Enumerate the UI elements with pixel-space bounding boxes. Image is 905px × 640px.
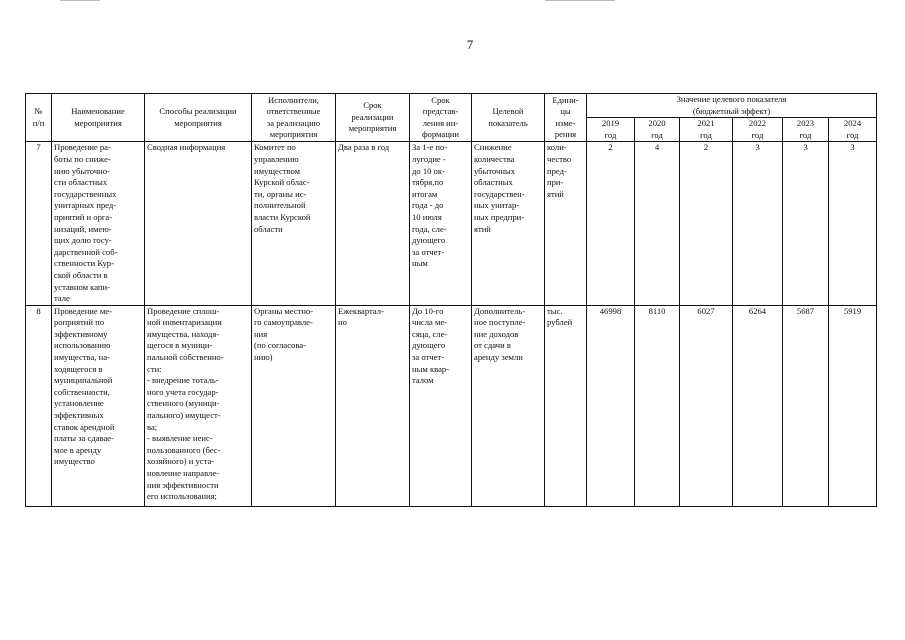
measure-report-deadline: До 10-го числа ме- сяца, сле- дующего за отчет- ным квар- талом <box>410 305 472 506</box>
value-2019: 2 <box>587 142 635 305</box>
value-2020: 8110 <box>635 305 680 506</box>
header-year-2023: 2023 год <box>783 118 829 142</box>
value-2021: 6027 <box>680 305 733 506</box>
table-row <box>26 142 877 305</box>
value-2019: 46998 <box>587 305 635 506</box>
measure-name: Проведение ра- боты по сниже- нию убыточно- сти областных государственных унитарных пред- приятий и орга- низаций, имею- щих долю госу- дарственной соб- ственности Кур- ской области в уставном капи- тале <box>52 142 145 305</box>
header-target-value: Значение целевого показателя (бюджетный эффект) <box>587 94 877 118</box>
measure-indicator: Дополнитель- ное поступле- ние доходов от сдачи в аренду земли <box>472 305 545 506</box>
measure-name: Проведение ме- роприятий по эффективному использованию имущества, на- ходящегося в муниципальной собственности, установление эффективных ставок арендной платы за сдавае- мое в аренду имущество <box>52 305 145 506</box>
measure-methods: Сводная информация <box>145 142 252 305</box>
measure-unit: коли- чество пред- при- ятий <box>545 142 587 305</box>
value-2022: 6264 <box>733 305 783 506</box>
row-number: 8 <box>26 305 52 506</box>
value-2024: 5919 <box>829 305 877 506</box>
measure-executors: Комитет по управлению имуществом Курской облас- ти, органы ис- полнительной власти Курской области <box>252 142 336 305</box>
scan-artifacts <box>0 0 905 6</box>
value-2023: 3 <box>783 142 829 305</box>
header-year-2020: 2020 год <box>635 118 680 142</box>
header-year-2022: 2022 год <box>733 118 783 142</box>
header-methods: Способы реализации мероприятия <box>145 94 252 142</box>
value-2023: 5687 <box>783 305 829 506</box>
measure-deadline: Два раза в год <box>336 142 410 305</box>
header-indicator: Целевой показатель <box>472 94 545 142</box>
value-2024: 3 <box>829 142 877 305</box>
header-row <box>26 94 877 118</box>
measures-table <box>25 93 877 507</box>
header-name: Наименование мероприятия <box>52 94 145 142</box>
value-2021: 2 <box>680 142 733 305</box>
header-year-2024: 2024 год <box>829 118 877 142</box>
table-row <box>26 305 877 506</box>
measure-unit: тыс. рублей <box>545 305 587 506</box>
row-number: 7 <box>26 142 52 305</box>
header-report-deadline: Срок представ- ления ин- формации <box>410 94 472 142</box>
measure-methods: Проведение сплош- ной инвентаризации имущества, находя- щегося в муници- пальной собственно- сти: - внедрение тоталь- ного учета государ- ственного (муници- пального) имущест- ва; - выявление неис- пользованного (бес- хозяйного) и уста- новление направле- ния эффективности его использования; <box>145 305 252 506</box>
header-year-2019: 2019 год <box>587 118 635 142</box>
measure-executors: Органы местно- го самоуправле- ния (по согласова- нию) <box>252 305 336 506</box>
header-num: № п/п <box>26 94 52 142</box>
measure-indicator: Снижение количества убыточных областных государствен- ных унитар- ных предпри- ятий <box>472 142 545 305</box>
header-deadline: Срок реализации мероприятия <box>336 94 410 142</box>
page-number: 7 <box>466 37 474 52</box>
value-2020: 4 <box>635 142 680 305</box>
header-year-2021: 2021 год <box>680 118 733 142</box>
value-2022: 3 <box>733 142 783 305</box>
measure-report-deadline: За 1-е по- лугодие - до 10 ок- тября,по итогам года - до 10 июля года, сле- дующего за отчет- ным <box>410 142 472 305</box>
measure-deadline: Ежеквартал- но <box>336 305 410 506</box>
header-unit: Едини- цы изме- рения <box>545 94 587 142</box>
header-executors: Исполнители, ответственные за реализацию мероприятия <box>252 94 336 142</box>
